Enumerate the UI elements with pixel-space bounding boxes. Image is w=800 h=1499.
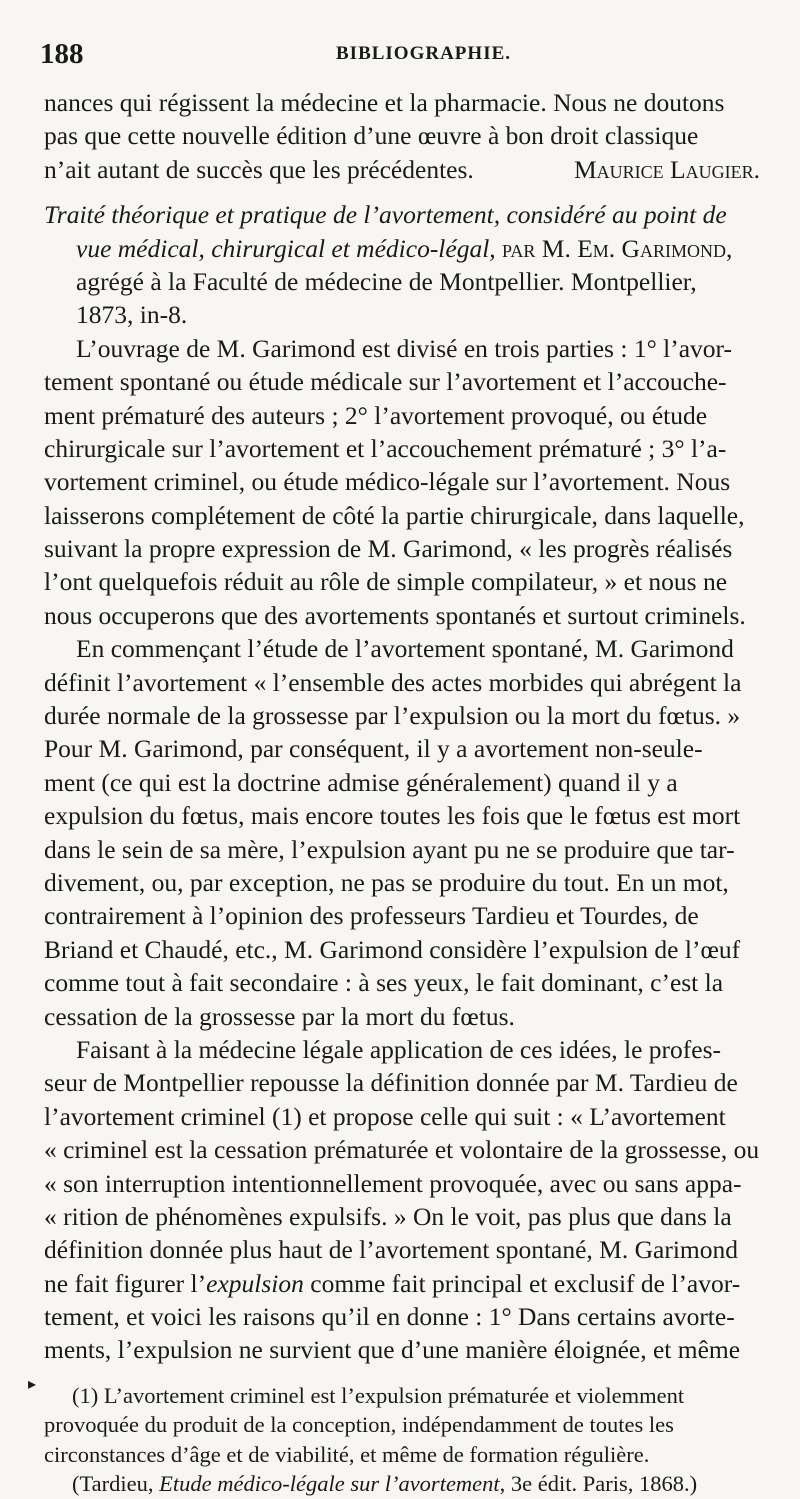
margin-mark-icon: ▸: [28, 1376, 37, 1393]
review-signature: Maurice Laugier.: [574, 154, 760, 184]
footnote: [44, 1381, 788, 1499]
text-line: suivant la propre expression de M. Garimond, « les progrès réalisés: [44, 534, 733, 564]
text-line: contrairement à l’opinion des professeurs Tardieu et Tourdes, de: [44, 901, 699, 931]
text-line: expulsion du fœtus, mais encore toutes les fois que le fœtus est mort: [44, 801, 741, 831]
text-line: [44, 1267, 788, 1300]
text-line: « criminel est la cessation prématurée et volontaire de la grossesse, ou: [44, 1135, 760, 1165]
text-line: « son interruption intentionnellement provoquée, avec ou sans appa-: [44, 1168, 742, 1198]
paragraph: [44, 1033, 788, 1367]
text-line: Faisant à la médecine légale application de ces idées, le profes-: [76, 1034, 722, 1064]
citation-line: 1873, in-8.: [76, 300, 188, 330]
footnote-line: (1) L’avortement criminel est l’expulsion prématurée et violemment: [72, 1382, 685, 1408]
text-line: En commençant l’étude de l’avortement spontané, M. Garimond: [76, 634, 734, 664]
cited-work-title: Etude médico-légale sur l’avortement: [159, 1471, 500, 1497]
text-line: définition donnée plus haut de l’avortement spontané, M. Garimond: [44, 1235, 739, 1265]
citation-title-line: [44, 232, 788, 265]
text-line: pas que cette nouvelle édition d’une œuvre à bon droit classique: [44, 121, 699, 151]
citation-title-line: [44, 198, 788, 231]
text-line: tement, et voici les raisons qu’il en donne : 1° Dans certains avorte-: [44, 1302, 735, 1332]
text-line: tement spontané ou étude médicale sur l’avortement et l’accouche-: [44, 367, 727, 397]
text-line: laisserons complétement de côté la partie chirurgicale, dans laquelle,: [44, 500, 745, 530]
footnote-line: provoquée du produit de la conception, indépendamment de toutes les: [44, 1412, 674, 1438]
text-line: comme tout à fait secondaire : à ses yeux, le fait dominant, c’est la: [44, 968, 724, 998]
citation-title: Traité théorique et pratique de l’avortement, considéré au point de: [44, 200, 727, 230]
citation-title: vue médical, chirurgical et médico-légal,: [76, 233, 496, 263]
text-fragment: comme fait principal et exclusif de l’avor-: [303, 1268, 741, 1298]
text-line: seur de Montpellier repousse la définition donnée par M. Tardieu de: [44, 1068, 738, 1098]
text-line: Briand et Chaudé, etc., M. Garimond considère l’expulsion de l’œuf: [44, 934, 741, 964]
text-fragment: , 3e édit. Paris, 1868.): [499, 1471, 698, 1497]
text-line: dans le sein de sa mère, l’expulsion ayant pu ne se produire que tar-: [44, 834, 735, 864]
footnote-line: circonstances d’âge et de viabilité, et même de formation régulière.: [44, 1441, 650, 1467]
text-line: durée normale de la grossesse par l’expulsion ou la mort du fœtus. »: [44, 701, 741, 731]
paragraph: [44, 332, 788, 633]
citation-author: par M. Em. Garimond,: [502, 233, 733, 263]
text-line: [44, 153, 788, 186]
text-line: nances qui régissent la médecine et la pharmacie. Nous ne doutons: [44, 88, 725, 117]
text-line: ment (ce qui est la doctrine admise généralement) quand il y a: [44, 767, 678, 797]
text-line: « rition de phénomènes expulsifs. » On le voit, pas plus que dans la: [44, 1201, 732, 1231]
text-line: l’avortement criminel (1) et propose celle qui suit : « L’avortement: [44, 1101, 726, 1131]
paragraph: [44, 632, 788, 1033]
text-line: définit l’avortement « l’ensemble des actes morbides qui abrégent la: [44, 667, 742, 697]
running-title: BIBLIOGRAPHIE.: [336, 43, 512, 64]
page-header: [40, 34, 788, 86]
text-line: divement, ou, par exception, ne pas se produire du tout. En un mot,: [44, 867, 729, 897]
text-line: cessation de la grossesse par la mort du fœtus.: [44, 1001, 515, 1031]
text-line: L’ouvrage de M. Garimond est divisé en trois parties : 1° l’avor-: [76, 333, 733, 363]
text-line: chirurgicale sur l’avortement et l’accouchement prématuré ; 3° l’a-: [44, 433, 727, 463]
page-number: 188: [40, 38, 84, 70]
text-line: ments, l’expulsion ne survient que d’une manière éloignée, et même: [44, 1335, 741, 1365]
text-fragment: (Tardieu,: [72, 1471, 160, 1497]
text-line: ment prématuré des auteurs ; 2° l’avortement provoqué, ou étude: [44, 400, 708, 430]
text-line: l’ont quelquefois réduit au rôle de simple compilateur, » et nous ne: [44, 567, 728, 597]
text-fragment: n’ait autant de succès que les précédentes.: [44, 154, 474, 184]
text-line: Pour M. Garimond, par conséquent, il y a avortement non-seule-: [44, 734, 703, 764]
footnote-line: [44, 1469, 788, 1499]
text-line: vortement criminel, ou étude médico-légale sur l’avortement. Nous: [44, 467, 731, 497]
text-line: nous occuperons que des avortements spontanés et surtout criminels.: [44, 600, 746, 630]
book-citation: [44, 198, 788, 332]
body-text: [44, 86, 788, 1367]
citation-line: agrégé à la Faculté de médecine de Montpellier. Montpellier,: [76, 266, 697, 296]
emphasized-word: expulsion: [206, 1268, 304, 1298]
text-fragment: ne fait figurer l’: [44, 1268, 207, 1298]
